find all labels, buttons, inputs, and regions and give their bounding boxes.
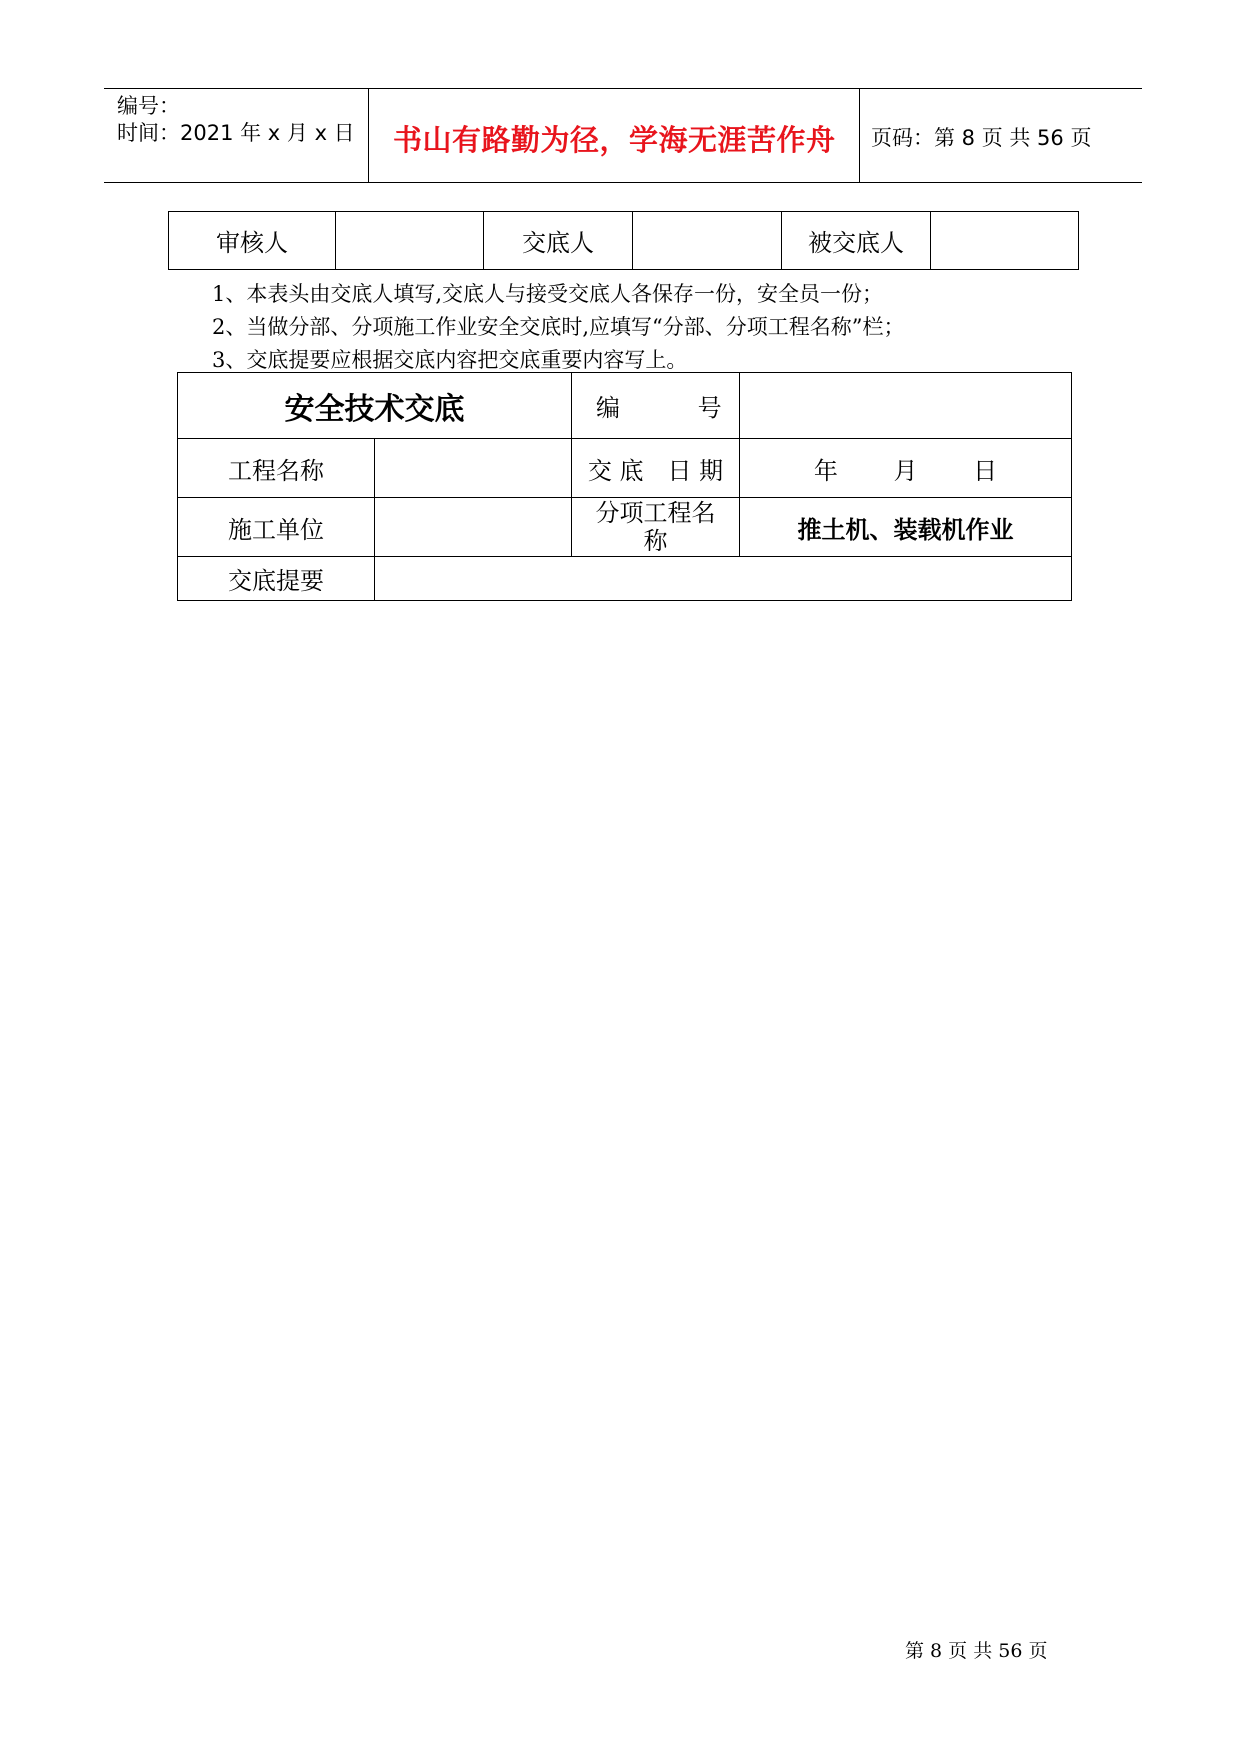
- disclosee-cell[interactable]: [931, 212, 1079, 270]
- review-table: [168, 211, 1079, 270]
- header-number-label: 编号：: [117, 94, 180, 118]
- safety-disclosure-table: [177, 372, 1072, 601]
- number-value-cell[interactable]: [740, 373, 1072, 439]
- reviewer-cell[interactable]: [336, 212, 484, 270]
- summary-label: 交底提要: [178, 557, 375, 601]
- unit-cell[interactable]: [375, 498, 572, 557]
- discloser-label: 交底人: [484, 212, 633, 270]
- header-page-label: 页码：第 8 页 共 56 页: [871, 126, 1092, 150]
- date-value-cell[interactable]: [740, 439, 1072, 498]
- header-bottom-rule: [104, 182, 1142, 183]
- subitem-value: 推土机、装载机作业: [740, 498, 1072, 557]
- project-name-label: 工程名称: [178, 439, 375, 498]
- header-top-rule: [104, 88, 1142, 89]
- unit-label: 施工单位: [178, 498, 375, 557]
- number-label-a: 编: [596, 394, 620, 422]
- summary-cell[interactable]: [375, 557, 1072, 601]
- date-label: 交 底 日 期: [572, 439, 740, 498]
- note-2: 2、当做分部、分项施工作业安全交底时,应填写“分部、分项工程名称”栏；: [212, 315, 905, 339]
- header-motto: 书山有路勤为径，学海无涯苦作舟: [393, 123, 836, 157]
- subitem-label: 分项工程名称: [572, 498, 740, 557]
- project-name-cell[interactable]: [375, 439, 572, 498]
- date-month: 月: [893, 456, 918, 485]
- safety-table-title-text: 安全技术交底: [284, 391, 465, 427]
- discloser-cell[interactable]: [633, 212, 782, 270]
- date-day: 日: [973, 456, 998, 485]
- footer-page-number: 第 8 页 共 56 页: [905, 1640, 1048, 1662]
- safety-table-title: [178, 373, 572, 439]
- note-1: 1、本表头由交底人填写,交底人与接受交底人各保存一份，安全员一份；: [212, 282, 884, 306]
- disclosee-label: 被交底人: [782, 212, 931, 270]
- date-year: 年: [813, 456, 838, 485]
- header-divider-left: [368, 88, 369, 183]
- number-label-cell: [572, 373, 740, 439]
- header-divider-right: [859, 88, 860, 183]
- reviewer-label: 审核人: [169, 212, 336, 270]
- number-label-b: 号: [697, 394, 722, 422]
- header-time-label: 时间：2021 年 x 月 x 日: [117, 121, 355, 145]
- note-3: 3、交底提要应根据交底内容把交底重要内容写上。: [212, 348, 688, 372]
